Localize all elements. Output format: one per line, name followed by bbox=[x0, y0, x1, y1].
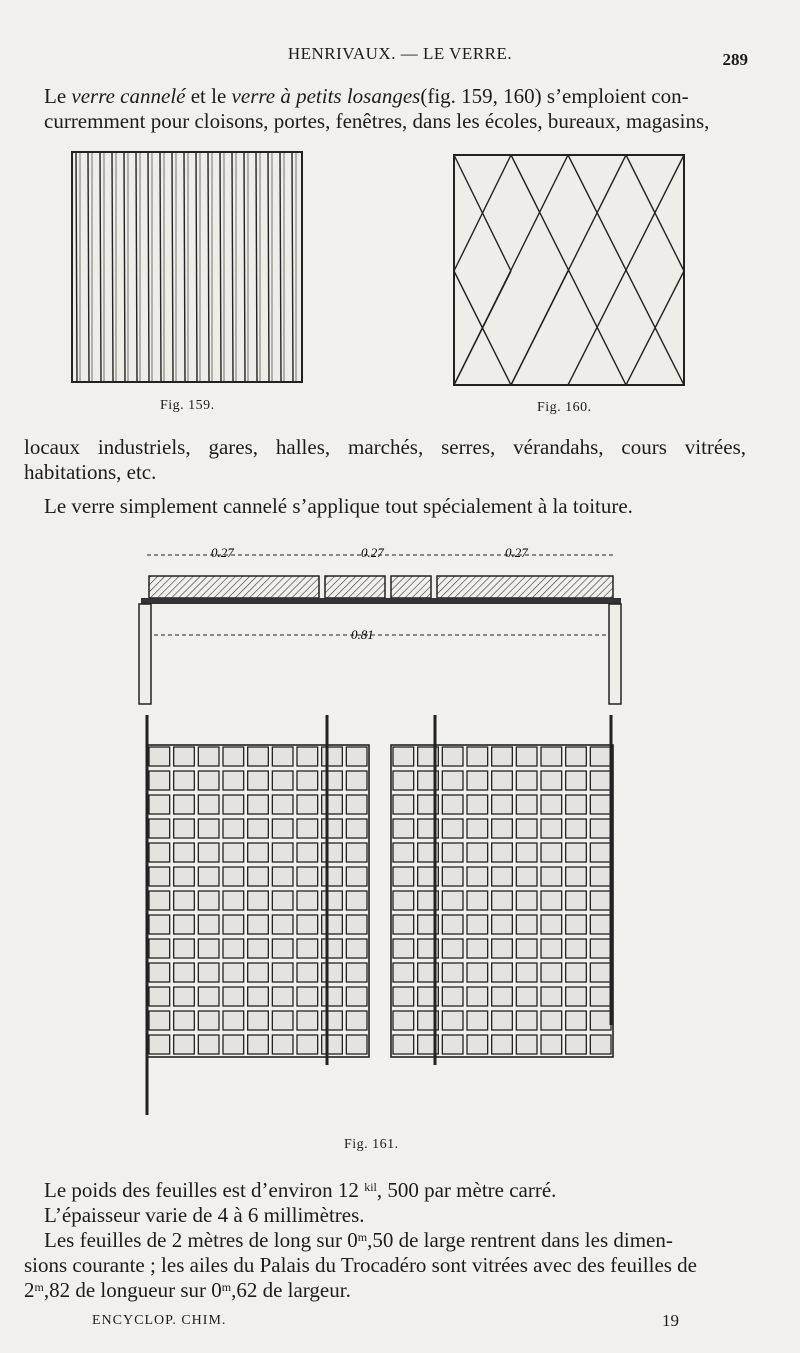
figure-160-diamond-glass bbox=[450, 153, 690, 393]
paragraph-weights-dimensions bbox=[24, 1178, 754, 1303]
paragraph-continuation: locaux industriels, gares, halles, marchés, serres, vérandahs, cours vitrées, habitations, etc. bbox=[24, 435, 746, 484]
figure-161-caption: Fig. 161. bbox=[344, 1137, 399, 1152]
paragraph-line: Le verre cannelé et le verre à petits losanges(fig. 159, 160) s’emploient con- bbox=[44, 84, 689, 108]
dimension-label: 0.81 bbox=[351, 627, 374, 642]
figure-159-caption: Fig. 159. bbox=[160, 398, 215, 413]
paragraph-line: Le poids des feuilles est d’environ 12 $^{kil}$, 500 par mètre carré. bbox=[44, 1178, 557, 1202]
paragraph-line: L’épaisseur varie de 4 à 6 millimètres. bbox=[44, 1203, 365, 1227]
footer-series-title: ENCYCLOP. CHIM. bbox=[92, 1313, 227, 1328]
paragraph-line: 2$^m$,82 de longueur sur 0$^m$,62 de largeur. bbox=[24, 1278, 351, 1302]
term-verre-cannele: verre cannelé bbox=[71, 84, 186, 108]
dimension-label: 0.27 bbox=[361, 545, 384, 560]
running-head: HENRIVAUX. — LE VERRE. bbox=[287, 44, 513, 63]
page-number: 289 bbox=[722, 50, 748, 69]
paragraph-glass-uses bbox=[24, 84, 746, 134]
figure-160-caption: Fig. 160. bbox=[537, 400, 592, 415]
paragraph-line: sions courante ; les ailes du Palais du Trocadéro sont vitrées avec des feuilles de bbox=[24, 1253, 698, 1277]
paragraph-roofing: Le verre simplement cannelé s’applique tout spécialement à la toiture. bbox=[44, 494, 633, 518]
dimension-label: 0.27 bbox=[505, 545, 528, 560]
footer-signature-number: 19 bbox=[662, 1311, 679, 1330]
term-verre-losanges: verre à petits losanges bbox=[231, 84, 421, 108]
figure-161-roof-glazing bbox=[125, 545, 635, 1125]
paragraph-line: curremment pour cloisons, portes, fenêtres, dans les écoles, bureaux, magasins, bbox=[44, 109, 710, 133]
figure-159-fluted-glass bbox=[68, 150, 308, 390]
paragraph-line: Les feuilles de 2 mètres de long sur 0$^m$,50 de large rentrent dans les dimen- bbox=[44, 1228, 673, 1252]
dimension-label: 0.27 bbox=[211, 545, 234, 560]
